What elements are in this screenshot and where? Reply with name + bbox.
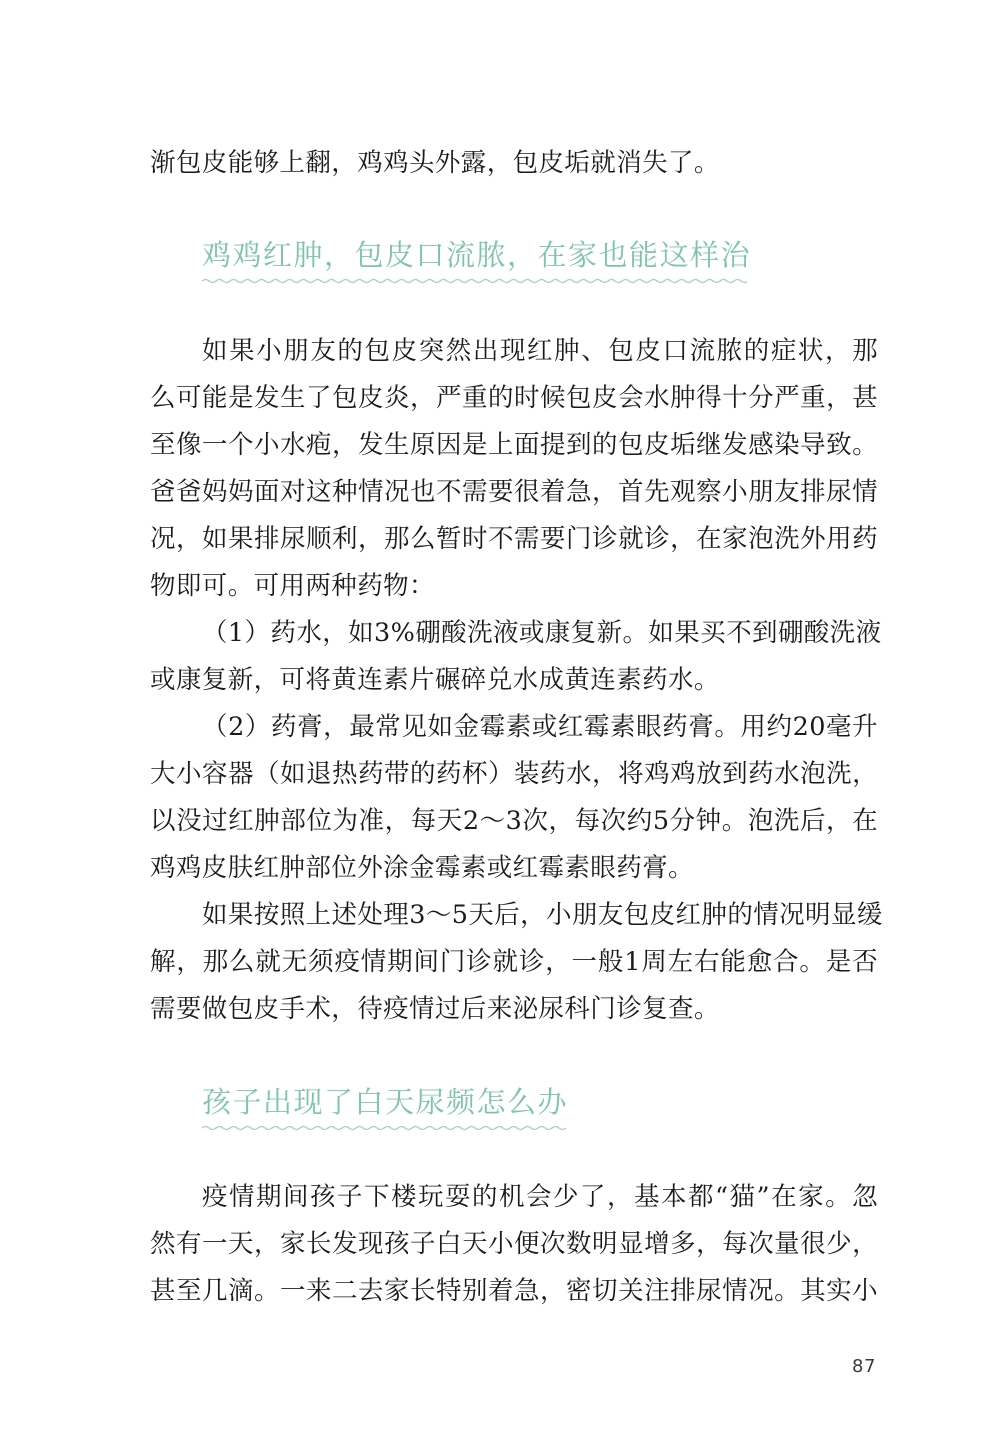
section-heading-2 [202,1085,568,1131]
paragraph-line: 么可能是发生了包皮炎，严重的时候包皮会水肿得十分严重，甚 [150,383,878,413]
list-item-line: （2）药膏，最常见如金霉素或红霉素眼药膏。用约20毫升 [202,712,878,742]
list-item-line: 或康复新，可将黄连素片碾碎兑水成黄连素药水。 [150,665,720,695]
section-heading-text: 鸡鸡红肿，包皮口流脓，在家也能这样治 [202,238,752,272]
paragraph-line: 爸爸妈妈面对这种情况也不需要很着急，首先观察小朋友排尿情 [150,477,878,507]
section-heading-1 [202,238,751,284]
list-item-line: 鸡鸡皮肤红肿部位外涂金霉素或红霉素眼药膏。 [150,853,694,883]
list-item-line: 大小容器（如退热药带的药杯）装药水，将鸡鸡放到药水泡洗， [150,759,878,789]
list-item-line: 以没过红肿部位为准，每天2～3次，每次约5分钟。泡洗后，在 [150,806,878,836]
paragraph-line: 需要做包皮手术，待疫情过后来泌尿科门诊复查。 [150,994,720,1024]
paragraph-line: 解，那么就无须疫情期间门诊就诊，一般1周左右能愈合。是否 [150,947,878,977]
paragraph-line: 物即可。可用两种药物： [150,571,435,601]
page-number: 87 [852,1356,876,1377]
paragraph-line: 至像一个小水疱，发生原因是上面提到的包皮垢继发感染导致。 [150,430,878,460]
paragraph-line: 然有一天，家长发现孩子白天小便次数明显增多，每次量很少， [150,1229,878,1259]
paragraph-line: 况，如果排尿顺利，那么暂时不需要门诊就诊，在家泡洗外用药 [150,524,878,554]
section-heading-text: 孩子出现了白天尿频怎么办 [202,1085,569,1119]
paragraph-line: 如果按照上述处理3～5天后，小朋友包皮红肿的情况明显缓 [202,900,883,930]
wavy-underline-decoration [202,278,747,284]
paragraph-line: 疫情期间孩子下楼玩耍的机会少了，基本都“猫”在家。忽 [202,1182,878,1212]
paragraph-line: 甚至几滴。一来二去家长特别着急，密切关注排尿情况。其实小 [150,1276,878,1306]
lead-in-line: 渐包皮能够上翻，鸡鸡头外露，包皮垢就消失了。 [150,148,720,178]
paragraph-line: 如果小朋友的包皮突然出现红肿、包皮口流脓的症状，那 [202,336,878,366]
wavy-underline-decoration [202,1125,567,1131]
list-item-line: （1）药水，如3%硼酸洗液或康复新。如果买不到硼酸洗液 [202,618,882,648]
